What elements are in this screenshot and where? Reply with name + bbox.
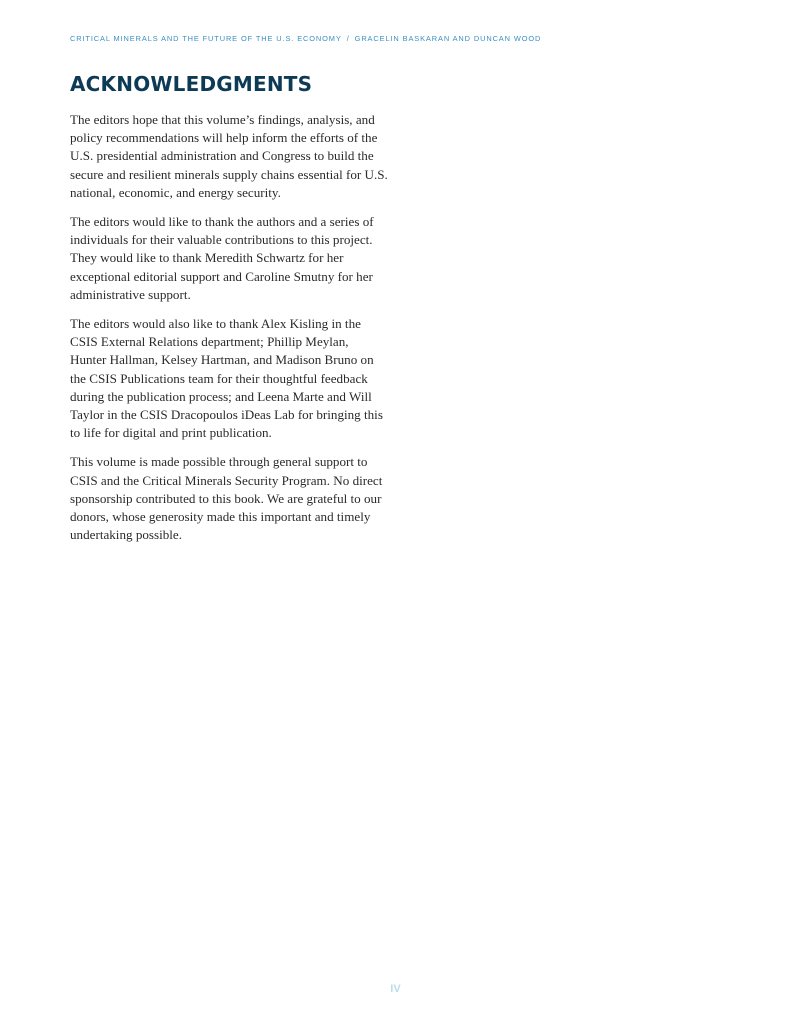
- authors: GRACELIN BASKARAN AND DUNCAN WOOD: [354, 34, 542, 43]
- book-title: CRITICAL MINERALS AND THE FUTURE OF THE U.S. ECONOMY: [70, 34, 342, 43]
- running-header: [70, 34, 770, 43]
- header-separator: /: [346, 34, 350, 43]
- body-text: [70, 111, 388, 555]
- page-number: IV: [390, 983, 401, 995]
- paragraph: The editors would also like to thank Alex Kisling in the CSIS External Relations department; Phillip Meylan, Hunter Hallman, Kelsey Hartman, and Madison Bruno on the CSIS Publications team for their thoughtful feedback during the publication process; and Leena Marte and Will Taylor in the CSIS Dracopoulos iDeas Lab for bringing this to life for digital and print publication.: [70, 316, 383, 441]
- paragraph: The editors hope that this volume’s findings, analysis, and policy recommendations will help inform the efforts of the U.S. presidential administration and Congress to build the secure and resilient minerals supply chains essential for U.S. national, economic, and energy security.: [70, 112, 388, 200]
- paragraph: The editors would like to thank the authors and a series of individuals for their valuable contributions to this project. They would like to thank Meredith Schwartz for her exceptional editorial support and Caroline Smutny for her administrative support.: [70, 214, 374, 302]
- page-title: ACKNOWLEDGMENTS: [70, 72, 313, 96]
- paragraph: This volume is made possible through general support to CSIS and the Critical Minerals Security Program. No direct sponsorship contributed to this book. We are grateful to our donors, whose generosity made this important and timely undertaking possible.: [70, 454, 383, 543]
